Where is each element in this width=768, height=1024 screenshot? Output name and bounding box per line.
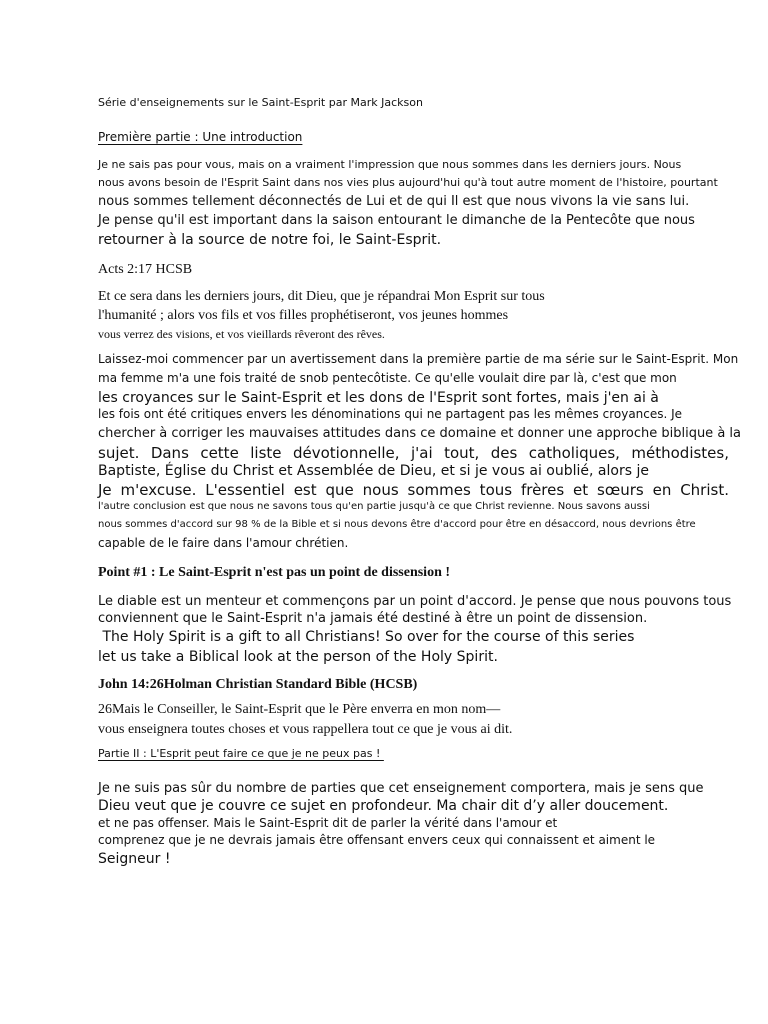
- scripture-reference-acts: Acts 2:17 HCSB: [98, 262, 193, 277]
- scripture-verse-line: vous verrez des visions, et vos vieillards rêveront des rêves.: [98, 327, 385, 341]
- paragraph-line: nous avons besoin de l'Esprit Saint dans nos vies plus aujourd'hui qu'à tout autre moment de l'histoire, pourtant: [98, 176, 718, 189]
- paragraph-line: Je m'excuse. L'essentiel est que nous sommes tous frères et sœurs en Christ.: [98, 481, 729, 499]
- paragraph-line: et ne pas offenser. Mais le Saint-Esprit dit de parler la vérité dans l'amour et: [98, 816, 558, 830]
- scripture-verse-line: 26Mais le Conseiller, le Saint-Esprit que le Père enverra en mon nom—: [98, 702, 501, 717]
- paragraph-line: Seigneur !: [98, 851, 171, 867]
- paragraph-line: comprenez que je ne devrais jamais être offensant envers ceux qui connaissent et aiment le: [98, 833, 656, 847]
- paragraph-line: nous sommes tellement déconnectés de Lui et de qui Il est que nous vivons la vie sans lui.: [98, 194, 690, 209]
- paragraph-line: l'autre conclusion est que nous ne savons tous qu'en partie jusqu'à ce que Christ revienne. Nous savons aussi: [98, 501, 650, 512]
- paragraph-line: Je ne sais pas pour vous, mais on a vraiment l'impression que nous sommes dans les derniers jours. Nous: [98, 158, 682, 171]
- part1-heading: Première partie : Une introduction: [98, 130, 303, 144]
- paragraph-line: les croyances sur le Saint-Esprit et les dons de l'Esprit sont fortes, mais j'en ai à: [98, 390, 659, 406]
- scripture-verse-line: vous enseignera toutes choses et vous rappellera tout ce que je vous ai dit.: [98, 722, 513, 737]
- paragraph-line: Baptiste, Église du Christ et Assemblée de Dieu, et si je vous ai oublié, alors je: [98, 463, 649, 479]
- paragraph-line: les fois ont été critiques envers les dénominations qui ne partagent pas les mêmes croyances. Je: [98, 407, 683, 421]
- paragraph-line: let us take a Biblical look at the person of the Holy Spirit.: [98, 649, 498, 665]
- paragraph-line: chercher à corriger les mauvaises attitudes dans ce domaine et donner une approche biblique à la: [98, 426, 741, 441]
- document-title: Série d'enseignements sur le Saint-Esprit par Mark Jackson: [98, 96, 423, 109]
- paragraph-line: sujet. Dans cette liste dévotionnelle, j'ai tout, des catholiques, méthodistes,: [98, 444, 729, 462]
- paragraph-line: retourner à la source de notre foi, le Saint-Esprit.: [98, 232, 442, 248]
- paragraph-line: Je ne suis pas sûr du nombre de parties que cet enseignement comportera, mais je sens que: [98, 781, 704, 796]
- paragraph-line: ma femme m'a une fois traité de snob pentecôtiste. Ce qu'elle voulait dire par là, c'est que mon: [98, 371, 677, 385]
- paragraph-line: Laissez-moi commencer par un avertissement dans la première partie de ma série sur le Saint-Esprit. Mon: [98, 352, 739, 366]
- scripture-verse-line: Et ce sera dans les derniers jours, dit Dieu, que je répandrai Mon Esprit sur tous: [98, 289, 545, 304]
- scripture-verse-line: l'humanité ; alors vos fils et vos filles prophétiseront, vos jeunes hommes: [98, 308, 509, 323]
- part2-heading: Partie II : L'Esprit peut faire ce que je ne peux pas !: [98, 747, 384, 760]
- paragraph-line: nous sommes d'accord sur 98 % de la Bible et si nous devons être d'accord pour être en désaccord, nous devrions être: [98, 519, 696, 530]
- paragraph-line: Je pense qu'il est important dans la saison entourant le dimanche de la Pentecôte que nous: [98, 213, 695, 228]
- point1-heading: Point #1 : Le Saint-Esprit n'est pas un point de dissension !: [98, 565, 451, 580]
- paragraph-line: conviennent que le Saint-Esprit n'a jamais été destiné à être un point de dissension.: [98, 611, 648, 626]
- paragraph-line: Dieu veut que je couvre ce sujet en profondeur. Ma chair dit d’y aller doucement.: [98, 798, 669, 814]
- paragraph-line: The Holy Spirit is a gift to all Christians! So over for the course of this series: [98, 629, 635, 645]
- scripture-reference-john: John 14:26Holman Christian Standard Bible (HCSB): [98, 677, 418, 692]
- paragraph-line: capable de le faire dans l'amour chrétien.: [98, 536, 349, 550]
- paragraph-line: Le diable est un menteur et commençons par un point d'accord. Je pense que nous pouvons tous: [98, 594, 732, 609]
